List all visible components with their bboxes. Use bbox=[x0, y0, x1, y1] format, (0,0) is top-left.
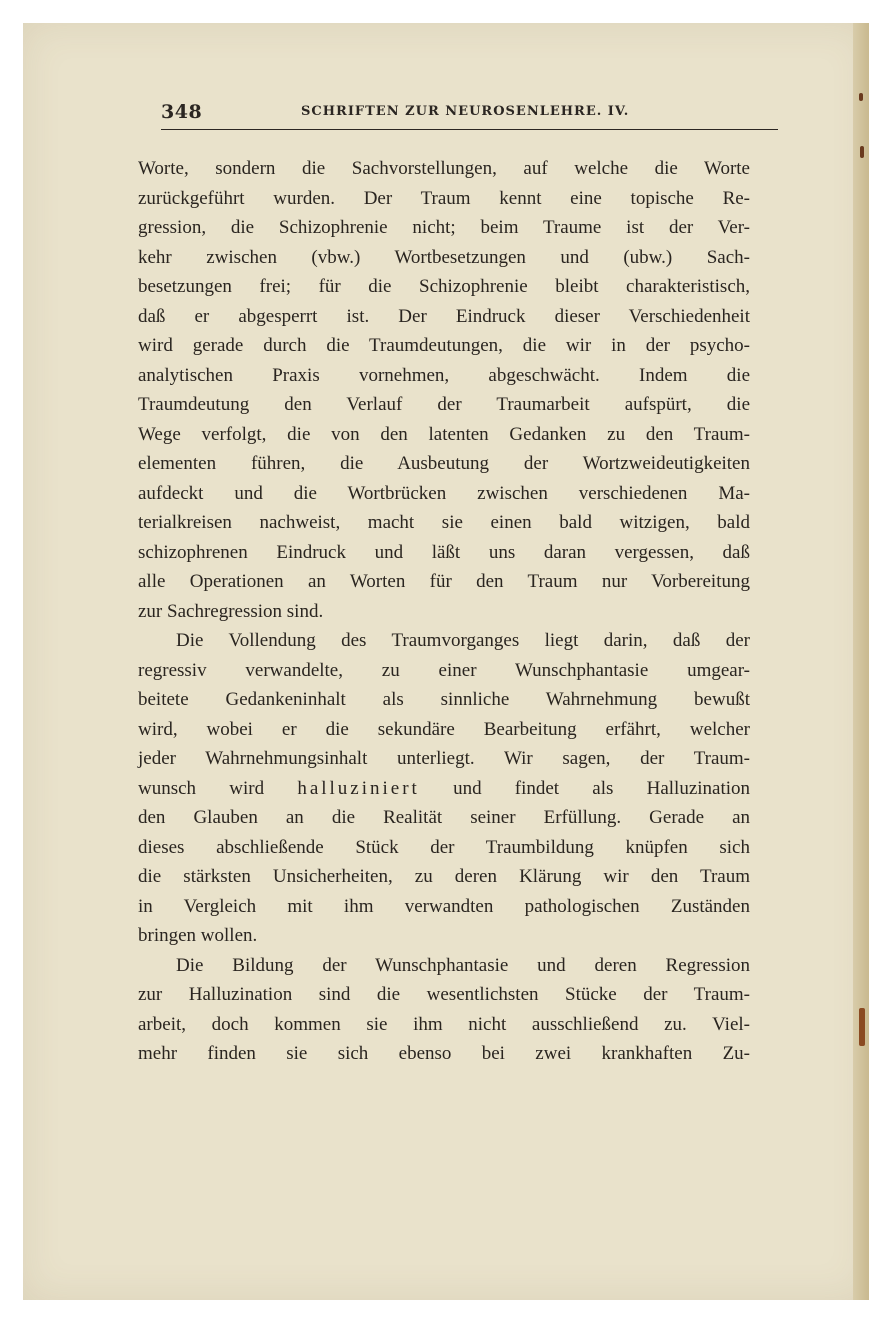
text-fragment: wunsch wird bbox=[138, 777, 265, 799]
text-line: Die Bildung der Wunschphantasie und deren Regression bbox=[176, 954, 750, 976]
emphasized-word: halluziniert bbox=[297, 777, 420, 799]
text-line: zurückgeführt wurden. Der Traum kennt eine topische Re- bbox=[138, 187, 750, 209]
text-line: kehr zwischen (vbw.) Wortbesetzungen und (ubw.) Sach- bbox=[138, 246, 750, 268]
page-edge bbox=[853, 23, 869, 1300]
text-line: regressiv verwandelte, zu einer Wunschphantasie umgear- bbox=[138, 659, 750, 681]
text-line: in Vergleich mit ihm verwandten pathologischen Zuständen bbox=[138, 895, 750, 917]
text-line: aufdeckt und die Wortbrücken zwischen verschiedenen Ma- bbox=[138, 482, 750, 504]
text-line: gression, die Schizophrenie nicht; beim Traume ist der Ver- bbox=[138, 217, 750, 238]
text-line: dieses abschließende Stück der Traumbildung knüpfen sich bbox=[138, 836, 750, 858]
text-line: Traumdeutung den Verlauf der Traumarbeit aufspürt, die bbox=[138, 394, 750, 415]
page-number: 348 bbox=[161, 101, 203, 123]
text-line: wird gerade durch die Traumdeutungen, die wir in der psycho- bbox=[138, 335, 750, 356]
edge-stain-mark bbox=[860, 146, 864, 158]
text-line: terialkreisen nachweist, macht sie einen bald witzigen, bald bbox=[138, 512, 750, 533]
text-fragment: und findet als Halluzination bbox=[453, 777, 751, 799]
body-text bbox=[138, 154, 750, 1069]
edge-stain-mark bbox=[859, 1008, 865, 1046]
text-line: bringen wollen. bbox=[138, 925, 258, 946]
text-line: Worte, sondern die Sachvorstellungen, auf welche die Worte bbox=[138, 158, 750, 179]
text-line: beitete Gedankeninhalt als sinnliche Wahrnehmung bewußt bbox=[138, 689, 750, 710]
text-line: den Glauben an die Realität seiner Erfüllung. Gerade an bbox=[138, 807, 750, 828]
text-line: mehr finden sie sich ebenso bei zwei krankhaften Zu- bbox=[138, 1043, 750, 1064]
text-line: zur Sachregression sind. bbox=[138, 600, 324, 622]
text-line: Wege verfolgt, die von den latenten Gedanken zu den Traum- bbox=[138, 423, 750, 445]
text-line: arbeit, doch kommen sie ihm nicht ausschließend zu. Viel- bbox=[138, 1013, 750, 1035]
text-line: elementen führen, die Ausbeutung der Wortzweideutigkeiten bbox=[138, 453, 750, 474]
edge-stain-mark bbox=[859, 93, 863, 101]
text-line: jeder Wahrnehmungsinhalt unterliegt. Wir sagen, der Traum- bbox=[138, 748, 750, 769]
text-line: schizophrenen Eindruck und läßt uns daran vergessen, daß bbox=[138, 541, 750, 563]
text-line: Die Vollendung des Traumvorganges liegt darin, daß der bbox=[176, 630, 750, 651]
running-head: SCHRIFTEN ZUR NEUROSENLEHRE. IV. bbox=[301, 104, 630, 119]
text-line: zur Halluzination sind die wesentlichsten Stücke der Traum- bbox=[138, 984, 750, 1005]
text-line-with-emphasis bbox=[138, 774, 750, 804]
text-line: die stärksten Unsicherheiten, zu deren Klärung wir den Traum bbox=[138, 866, 750, 887]
text-line: wird, wobei er die sekundäre Bearbeitung erfährt, welcher bbox=[138, 718, 750, 740]
text-line: alle Operationen an Worten für den Traum nur Vorbereitung bbox=[138, 571, 750, 592]
page-header bbox=[161, 101, 778, 130]
text-line: daß er abgesperrt ist. Der Eindruck dieser Verschiedenheit bbox=[138, 305, 750, 327]
text-line: besetzungen frei; für die Schizophrenie bleibt charakteristisch, bbox=[138, 276, 750, 297]
text-line: analytischen Praxis vornehmen, abgeschwächt. Indem die bbox=[138, 364, 750, 386]
